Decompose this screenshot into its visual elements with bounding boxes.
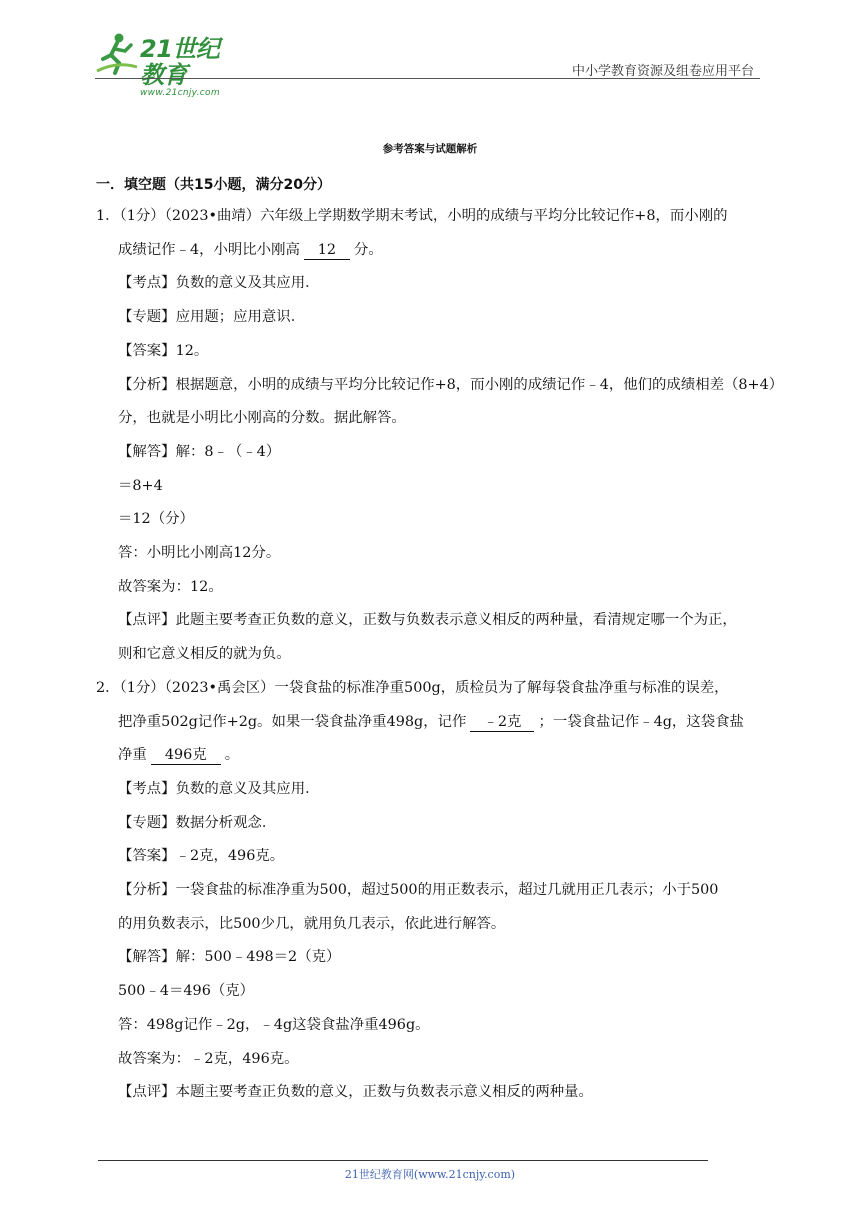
q2-stem-text: 把净重502g记作+2g。如果一袋食盐净重498g，记作 xyxy=(118,713,467,730)
q1-stem-end: 分。 xyxy=(353,241,383,258)
q1-stem-text: 成绩记作﹣4，小明比小刚高 xyxy=(118,241,300,258)
q1-daan: 【答案】12。 xyxy=(118,342,209,359)
footer-divider xyxy=(98,1160,708,1161)
q2-stem-mid: ；一袋食盐记作﹣4g，这袋食盐 xyxy=(538,713,744,730)
q1-dianping-line1: 【点评】此题主要考查正负数的意义，正数与负数表示意义相反的两种量，看清规定哪一个为正， xyxy=(118,612,737,629)
q2-stem-text-2: 净重 xyxy=(118,747,147,764)
q1-fenxi-line2: 分，也就是小明比小刚高的分数。据此解答。 xyxy=(118,410,406,427)
q1-dianping-line2: 则和它意义相反的就为负。 xyxy=(118,646,291,663)
q2-zhuanti: 【专题】数据分析观念． xyxy=(118,814,277,831)
q2-stem-line2 xyxy=(96,706,764,740)
q2-daan: 【答案】﹣2克，496克。 xyxy=(118,848,285,865)
q2-stem-end: 。 xyxy=(224,747,240,764)
q2-stem-line1: 2．（1分）（2023•禹会区）一袋食盐的标准净重500g，质检员为了解每袋食盐净重与标准的误差， xyxy=(96,679,729,696)
footer-link[interactable]: 21世纪教育网(www.21cnjy.com) xyxy=(344,1168,516,1181)
q1-final: 故答案为：12。 xyxy=(118,578,223,595)
page-header xyxy=(95,30,760,98)
q1-fenxi-line1: 【分析】根据题意，小明的成绩与平均分比较记作+8，而小刚的成绩记作﹣4，他们的成绩相差（8+4） xyxy=(118,376,784,393)
q2-dianping: 【点评】本题主要考查正负数的意义，正数与负数表示意义相反的两种量。 xyxy=(118,1084,593,1101)
logo-title: 21世纪教育 xyxy=(140,35,220,89)
q1-step1: ＝8+4 xyxy=(118,477,163,494)
q2-final: 故答案为：﹣2克，496克。 xyxy=(118,1050,299,1067)
doc-title: 参考答案与试题解析 xyxy=(382,143,478,155)
document-body xyxy=(96,170,784,1110)
q1-stem-line2 xyxy=(96,234,764,268)
q2-fenxi-line1: 【分析】一袋食盐的标准净重为500，超过500的用正数表示，超过几就用正几表示；小于500 xyxy=(118,882,719,899)
q2-stem-line3 xyxy=(96,739,764,773)
q2-answer-blank-1: ﹣2克 xyxy=(470,713,534,732)
q1-kaodian: 【考点】负数的意义及其应用． xyxy=(118,275,320,292)
q1-answer: 答：小明比小刚高12分。 xyxy=(118,545,281,562)
logo-url: www.21cnjy.com xyxy=(140,88,220,98)
logo xyxy=(95,30,220,98)
q1-jieda: 【解答】解：8﹣（﹣4） xyxy=(118,443,281,460)
question-1 xyxy=(96,200,784,672)
platform-name: 中小学教育资源及组卷应用平台 xyxy=(571,64,754,79)
q1-zhuanti: 【专题】应用题；应用意识． xyxy=(118,309,306,326)
question-2 xyxy=(96,672,764,1110)
q2-jieda: 【解答】解：500﹣498＝2（克） xyxy=(118,949,341,966)
q2-step1: 500﹣4＝496（克） xyxy=(118,983,255,1000)
running-figure-icon xyxy=(95,31,139,77)
q1-stem-line1: 1．（1分）（2023•曲靖）六年级上学期数学期末考试，小明的成绩与平均分比较记作+8，而小刚的 xyxy=(96,208,728,224)
q2-answer-blank-2: 496克 xyxy=(151,746,221,765)
q2-answer: 答：498g记作﹣2g，﹣4g这袋食盐净重496g。 xyxy=(118,1016,430,1033)
header-divider xyxy=(95,78,760,79)
q2-fenxi-line2: 的用负数表示，比500少几，就用负几表示，依此进行解答。 xyxy=(118,915,506,932)
q2-kaodian: 【考点】负数的意义及其应用． xyxy=(118,780,320,797)
q1-step2: ＝12（分） xyxy=(118,511,194,528)
q1-answer-blank: 12 xyxy=(304,241,350,260)
section-title: 一．填空题（共15小题，满分20分） xyxy=(96,177,331,193)
